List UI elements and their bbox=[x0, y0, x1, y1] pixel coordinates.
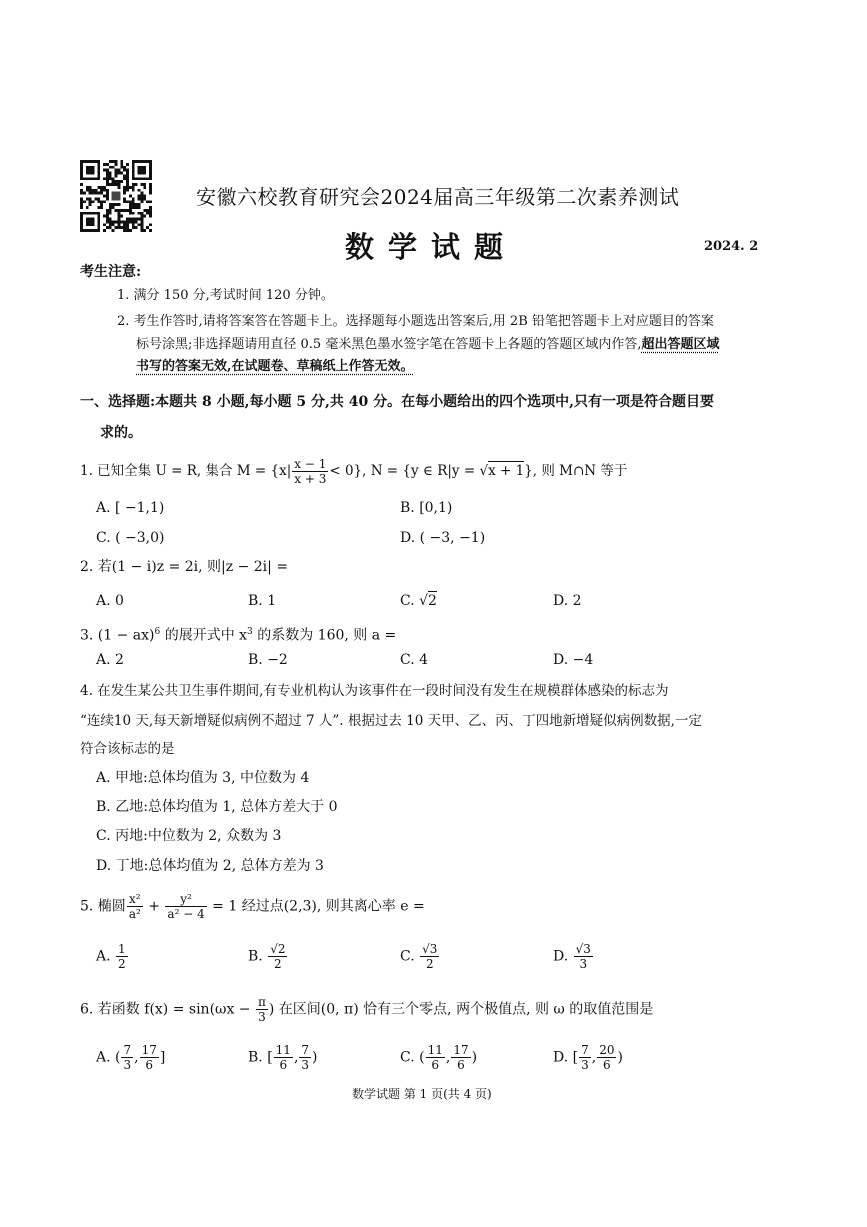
q1-option-d: D. ( −3, −1) bbox=[400, 530, 486, 546]
q6-b-frac-2 bbox=[299, 1043, 311, 1072]
notice-heading: 考生注意: bbox=[80, 264, 142, 280]
q5-c-num: √3 bbox=[422, 942, 438, 956]
q2-option-d: D. 2 bbox=[553, 593, 582, 609]
q5-stem-b: = 1 经过点(2,3), 则其离心率 e = bbox=[207, 898, 425, 915]
question-1-stem: 1. 已知全集 U = R, 集合 M = {x| $\frac{x - 1}{x + 3}$ < 0}, N = {y ∈ R|y = √x + 1}, 则 M∩N 等于 bbox=[80, 457, 628, 486]
q6-c-open: C. ( bbox=[400, 1049, 425, 1066]
q6-stem-b: ) 在区间(0, π) 恰有三个零点, 两个极值点, 则 ω 的取值范围是 bbox=[268, 1001, 654, 1018]
q5-d-frac bbox=[574, 942, 593, 971]
notice-item-2-line-2 bbox=[136, 335, 719, 355]
q5-c-den: 2 bbox=[425, 957, 434, 971]
q6-d-close: ) bbox=[617, 1049, 623, 1066]
q6-c-d1: 6 bbox=[431, 1058, 440, 1072]
q6-b-open: B. [ bbox=[248, 1049, 273, 1066]
q2-option-c-label: C. bbox=[400, 593, 420, 609]
q2-option-a: A. 0 bbox=[96, 593, 124, 609]
q1-sqrt: x + 1 bbox=[488, 463, 525, 479]
q5-f1-den: a² bbox=[128, 907, 141, 921]
notice-item-2-line-3: 书写的答案无效,在试题卷、草稿纸上作答无效。 bbox=[136, 359, 414, 374]
q3-option-d: D. −4 bbox=[553, 652, 594, 668]
q2-option-c: C. √2 bbox=[400, 593, 437, 609]
q6-d-frac-2 bbox=[597, 1043, 616, 1072]
q5-option-c bbox=[400, 942, 440, 971]
q6-a-close: ] bbox=[159, 1049, 166, 1066]
q5-a-den: 2 bbox=[118, 957, 126, 971]
q5-a-num: 1 bbox=[118, 942, 126, 956]
q6-b-n2: 7 bbox=[301, 1043, 310, 1057]
q5-option-d bbox=[553, 942, 594, 971]
q6-a-open: A. ( bbox=[96, 1049, 121, 1066]
q1-frac-num: x − 1 bbox=[294, 457, 327, 471]
exam-title: 安徽六校教育研究会2024届高三年级第二次素养测试 bbox=[196, 185, 680, 209]
notice-emphasis-start: 超出答题区域 bbox=[641, 337, 720, 352]
q5-fraction-1 bbox=[127, 892, 143, 921]
q6-fraction bbox=[256, 995, 268, 1024]
q5-option-b bbox=[248, 942, 288, 971]
q6-a-n2: 17 bbox=[141, 1043, 157, 1057]
question-6-stem bbox=[80, 995, 653, 1024]
q1-frac-den: x + 3 bbox=[294, 472, 327, 486]
q5-a-label: A. bbox=[96, 948, 116, 965]
q5-fraction-2 bbox=[165, 892, 206, 921]
notice-item-2-line-2-text: 标号涂黑;非选择题请用直径 0.5 毫米黑色墨水签字笔在答题卡上各题的答题区域内作答, bbox=[136, 337, 642, 352]
q6-option-c: C. ( $\frac{11}{6}$ , $\frac{17}{6}$ ) bbox=[400, 1043, 478, 1072]
q6-c-frac-1 bbox=[426, 1043, 445, 1072]
q5-a-frac bbox=[116, 942, 128, 971]
q5-d-label: D. bbox=[553, 948, 573, 965]
q6-a-frac-1 bbox=[121, 1043, 133, 1072]
q4-option-d: D. 丁地:总体均值为 2, 总体方差为 3 bbox=[96, 858, 324, 874]
q2-option-b: B. 1 bbox=[248, 593, 277, 609]
q1-stem-part-c: }, 则 M∩N 等于 bbox=[524, 463, 628, 479]
page-footer: 数学试题 第 1 页(共 4 页) bbox=[352, 1087, 492, 1101]
q6-b-n1: 11 bbox=[275, 1043, 291, 1057]
section-1-heading: 一、选择题:本题共 8 小题,每小题 5 分,共 40 分。在每小题给出的四个选项中,只有一项是符合题目要 bbox=[80, 394, 714, 410]
q6-d-d2: 6 bbox=[603, 1058, 611, 1072]
q3-stem-a: 3. (1 − ax) bbox=[80, 627, 155, 644]
exam-date: 2024. 2 bbox=[704, 239, 759, 254]
q1-fraction bbox=[292, 457, 328, 486]
q6-frac-den: 3 bbox=[258, 1010, 266, 1024]
section-1-heading-cont: 求的。 bbox=[100, 425, 142, 441]
q3-option-a: A. 2 bbox=[96, 652, 124, 668]
q5-d-den: 3 bbox=[579, 957, 588, 971]
q5-f2-den: a² − 4 bbox=[167, 907, 205, 921]
q3-option-c: C. 4 bbox=[400, 652, 429, 668]
q6-c-n2: 17 bbox=[453, 1043, 469, 1057]
question-3-stem bbox=[80, 622, 396, 646]
q1-stem-part-a: 1. 已知全集 U = R, 集合 M = {x| bbox=[80, 463, 292, 479]
q6-a-d1: 3 bbox=[123, 1058, 132, 1072]
q4-option-b: B. 乙地:总体均值为 1, 总体方差大于 0 bbox=[96, 799, 338, 815]
q6-b-frac-1 bbox=[274, 1043, 293, 1072]
q6-b-d2: 3 bbox=[301, 1058, 310, 1072]
q5-c-frac bbox=[420, 942, 439, 971]
q5-b-label: B. bbox=[248, 948, 268, 965]
q6-a-n1: 7 bbox=[123, 1043, 132, 1057]
question-4-line-3: 符合该标志的是 bbox=[80, 741, 175, 757]
q3-option-b: B. −2 bbox=[248, 652, 288, 668]
q5-option-a bbox=[96, 942, 129, 971]
qr-code-image bbox=[80, 160, 152, 232]
q2-option-c-sqrt: 2 bbox=[428, 593, 437, 609]
q6-c-close: ) bbox=[471, 1049, 478, 1066]
subject-title: 数学试题 bbox=[345, 230, 518, 264]
q6-option-d: D. [ $\frac{7}{3}$ , $\frac{20}{6}$ ) bbox=[553, 1043, 623, 1072]
q6-b-d1: 6 bbox=[279, 1058, 288, 1072]
q6-stem-a: 6. 若函数 f(x) = sin(ωx − bbox=[80, 1001, 255, 1018]
q5-b-num: √2 bbox=[270, 942, 286, 956]
q4-option-a: A. 甲地:总体均值为 3, 中位数为 4 bbox=[96, 770, 310, 786]
q6-d-d1: 3 bbox=[581, 1058, 589, 1072]
q6-c-frac-2 bbox=[451, 1043, 470, 1072]
q3-stem-b: 的展开式中 x bbox=[160, 627, 248, 644]
q6-b-close: ) bbox=[312, 1049, 318, 1066]
q5-f1-num: x² bbox=[127, 892, 143, 907]
q3-exp-3: 3 bbox=[247, 627, 253, 637]
q6-c-d2: 6 bbox=[457, 1058, 465, 1072]
q6-a-frac-2 bbox=[140, 1043, 159, 1072]
question-4-line-1: 4. 在发生某公共卫生事件期间,有专业机构认为该事件在一段时间没有发生在规模群体感染的标志为 bbox=[80, 683, 669, 699]
q3-stem-c: 的系数为 160, 则 a = bbox=[252, 627, 397, 644]
q5-d-num: √3 bbox=[575, 942, 591, 956]
q5-stem-a: 5. 椭圆 bbox=[80, 898, 126, 915]
q6-d-n2: 20 bbox=[599, 1043, 615, 1057]
q5-f2-num: y² bbox=[165, 892, 206, 907]
q1-option-c: C. ( −3,0) bbox=[96, 530, 165, 546]
question-5-stem bbox=[80, 892, 425, 921]
q6-d-open: D. [ bbox=[553, 1049, 579, 1066]
q6-option-a: A. ( $\frac{7}{3}$ , $\frac{17}{6}$ ] bbox=[96, 1043, 166, 1072]
q4-option-c: C. 丙地:中位数为 2, 众数为 3 bbox=[96, 828, 282, 844]
q3-exp-6: 6 bbox=[154, 627, 161, 637]
q6-c-n1: 11 bbox=[427, 1043, 443, 1057]
q6-option-b: B. [ $\frac{11}{6}$ , $\frac{7}{3}$ ) bbox=[248, 1043, 318, 1072]
question-4-line-2: “连续10 天,每天新增疑似病例不超过 7 人”. 根据过去 10 天甲、乙、丙、丁四地新增疑似病例数据,一定 bbox=[80, 713, 702, 729]
q1-option-a: A. [ −1,1) bbox=[96, 500, 165, 516]
question-2-stem: 2. 若(1 − i)z = 2i, 则|z − 2i| = bbox=[80, 559, 289, 575]
q6-d-n1: 7 bbox=[581, 1043, 589, 1057]
notice-item-2-line-1: 2. 考生作答时,请将答案答在答题卡上。选择题每小题选出答案后,用 2B 铅笔把答题卡上对应题目的答案 bbox=[117, 314, 714, 329]
q5-plus: + bbox=[143, 898, 165, 915]
q6-a-d2: 6 bbox=[145, 1058, 154, 1072]
notice-item-1: 1. 满分 150 分,考试时间 120 分钟。 bbox=[117, 288, 334, 303]
q5-b-den: 2 bbox=[274, 957, 282, 971]
q6-frac-num: π bbox=[257, 995, 266, 1009]
q5-b-frac bbox=[268, 942, 287, 971]
q5-c-label: C. bbox=[400, 948, 420, 965]
q1-stem-part-b: < 0}, N = {y ∈ R|y = bbox=[329, 463, 480, 479]
q6-d-frac-1 bbox=[579, 1043, 591, 1072]
q1-option-b: B. [0,1) bbox=[400, 500, 453, 516]
